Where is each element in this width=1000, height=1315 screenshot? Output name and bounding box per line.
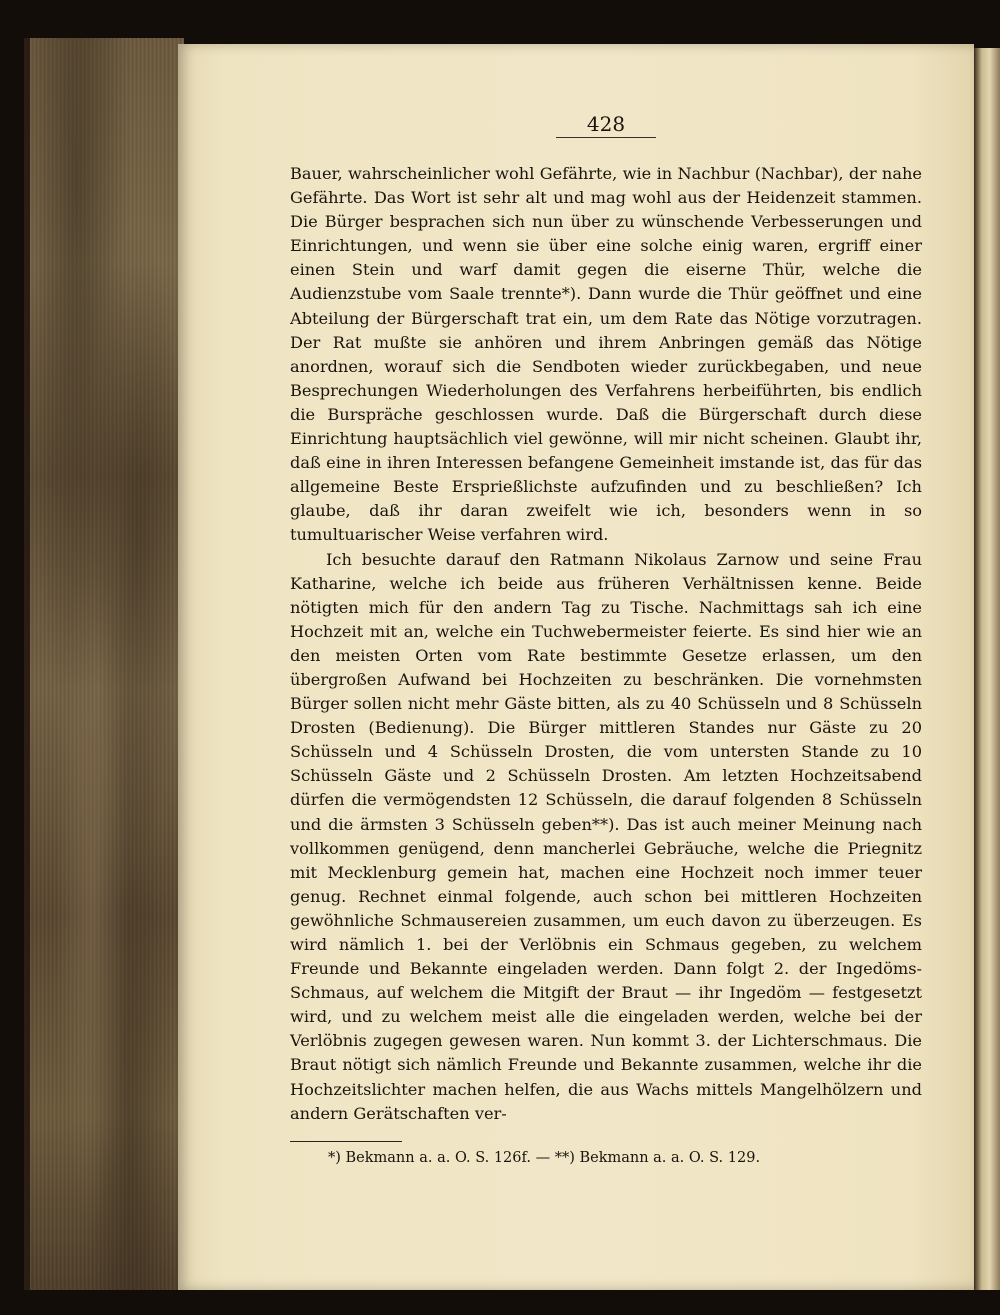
book-page: [178, 44, 974, 1290]
paragraph-2: Ich besuchte darauf den Ratmann Nikolaus Zarnow und seine Frau Katharine, welche ich beide aus früheren Verhältnissen kenne. Beide nötigten mich für den andern Tag zu Tische. Nachmittags sah ich eine Hochzeit mit an, welche ein Tuchwebermeister feierte. Es sind hier wie an den meisten Orten vom Rate bestimmte Gesetze erlassen, um den übergroßen Aufwand bei Hochzeiten zu beschränken. Die vornehmsten Bürger sollen nicht mehr Gäste bitten, als zu 40 Schüsseln und 8 Schüsseln Drosten (Bedienung). Die Bürger mittleren Standes nur Gäste zu 20 Schüsseln und 4 Schüsseln Drosten, die vom untersten Stande zu 10 Schüsseln Gäste und 2 Schüsseln Drosten. Am letzten Hochzeitsabend dürfen die vermögendsten 12 Schüsseln, die darauf folgenden 8 Schüsseln und die ärmsten 3 Schüsseln geben**). Das ist auch meiner Meinung nach vollkommen genügend, denn mancherlei Gebräuche, welche die Priegnitz mit Mecklenburg gemein hat, machen eine Hochzeit noch immer teuer genug. Rechnet einmal folgende, auch schon bei mittleren Hochzeiten gewöhnliche Schmausereien zusammen, um euch davon zu überzeugen. Es wird nämlich 1. bei der Verlöbnis ein Schmaus gegeben, zu welchem Freunde und Bekannte eingeladen werden. Dann folgt 2. der Ingedöms-Schmaus, auf welchem die Mitgift der Braut — ihr Ingedöm — festgesetzt wird, und zu welchem meist alle die eingeladen werden, welche bei der Verlöbnis zugegen gewesen waren. Nun kommt 3. der Lichterschmaus. Die Braut nötigt sich nämlich Freunde und Bekannte zusammen, welche ihr die Hochzeitslichter machen helfen, die aus Wachs mittels Mangelhölzern und andern Gerätschaften ver-: [290, 549, 922, 1123]
footnote-rule: [290, 1141, 402, 1142]
facing-page-edge: [974, 48, 1000, 1290]
footnote: *) Bekmann a. a. O. S. 126f. — **) Bekmann a. a. O. S. 129.: [328, 1150, 761, 1166]
book-page-edges: [24, 38, 184, 1290]
page-number: 428: [586, 112, 626, 136]
body-text: [290, 162, 922, 1126]
page-number-rule: [556, 137, 656, 138]
paragraph-1: Bauer, wahrscheinlicher wohl Gefährte, wie in Nachbur (Nachbar), der nahe Gefährte. Das Wort ist sehr alt und mag wohl aus der Heidenzeit stammen. Die Bürger besprachen sich nun über zu wünschende Verbesserungen und Einrichtungen, und wenn sie über eine solche einig waren, ergriff einer einen Stein und warf damit gegen die eiserne Thür, welche die Audienzstube vom Saale trennte*). Dann wurde die Thür geöffnet und eine Abteilung der Bürgerschaft trat ein, um dem Rate das Nötige vorzutragen. Der Rat mußte sie anhören und ihrem Anbringen gemäß das Nötige anordnen, worauf sich die Sendboten wieder zurückbegaben, und neue Besprechungen Wiederholungen des Verfahrens herbeiführten, bis endlich die Burspräche geschlossen wurde. Daß die Bürgerschaft durch diese Einrichtung hauptsächlich viel gewönne, will mir nicht scheinen. Glaubt ihr, daß eine in ihren Interessen befangene Gemeinheit imstande ist, das für das allgemeine Beste Ersprießlichste aufzufinden und zu beschließen? Ich glaube, daß ihr daran zweifelt wie ich, besonders wenn in so tumultuarischer Weise verfahren wird.: [290, 164, 922, 545]
marbled-edge-texture: [30, 38, 184, 1290]
